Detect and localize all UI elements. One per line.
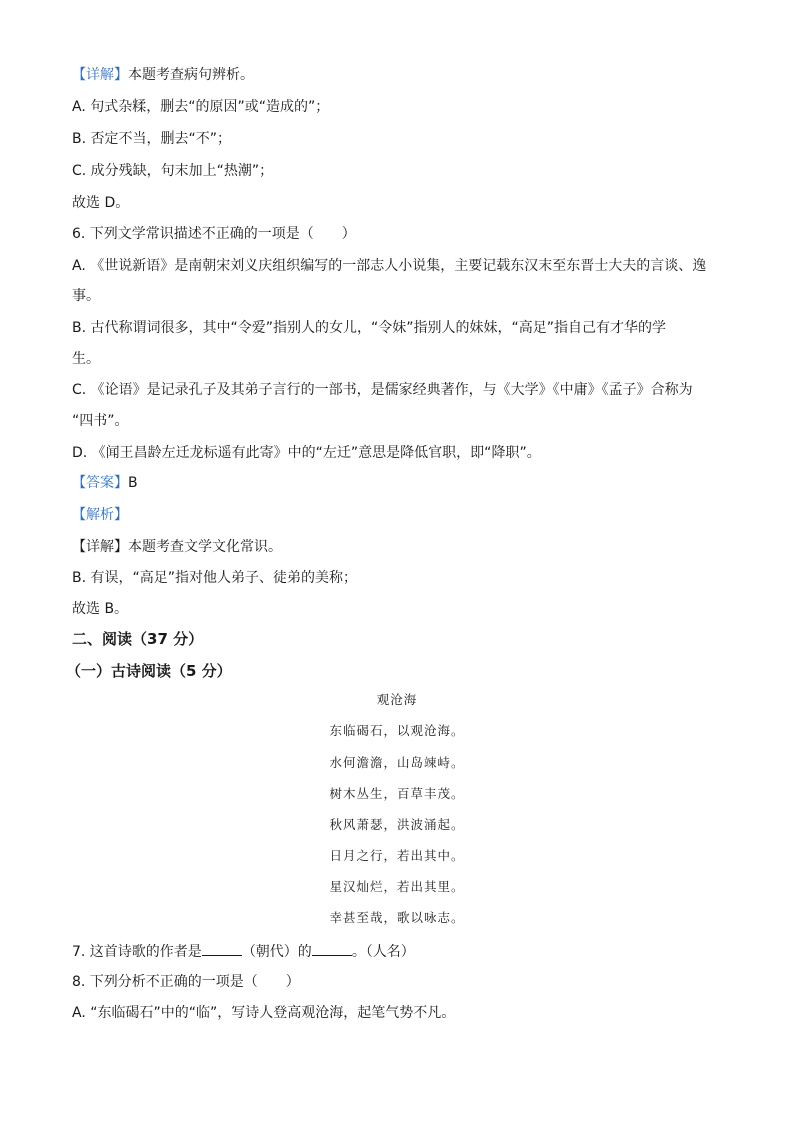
q6-option-a-line2: 事。 [72,288,100,304]
dynasty-blank[interactable] [202,941,242,956]
poem-line: 东临碣石，以观沧海。 [329,723,465,738]
q6-option-a-line1: A. 《世说新语》是南朝宋刘义庆组织编写的一部志人小说集，主要记载东汉末至东晋士大夫的言谈、逸 [72,258,707,274]
q5-choose: 故选 D。 [72,195,130,211]
q6-option-c-line2: “四书”。 [72,413,129,429]
answer-value: B [128,475,138,491]
q6-stem: 6. 下列文学常识描述不正确的一项是（ ） [72,226,356,242]
detail-tag: 【详解】 [72,539,128,555]
q6-answer [72,473,138,493]
q6-analysis-tag: 【解析】 [72,507,128,523]
q6-option-b-line1: B. 古代称谓词很多，其中“令爱”指别人的女儿，“令妹”指别人的妹妹，“高足”指自己有才华的学 [72,320,667,336]
q5-option-b-note: B. 否定不当，删去“不”； [72,131,232,147]
poem-line: 树木丛生，百草丰茂。 [329,786,465,801]
q8-stem: 8. 下列分析不正确的一项是（ ） [72,974,300,990]
q5-option-a-note: A. 句式杂糅，删去“的原因”或“造成的”； [72,99,330,115]
detail-text: 本题考查文学文化常识。 [128,539,282,555]
q6-detail-line [72,537,282,557]
section-title: 二、阅读（37 分） [72,630,204,648]
poem-line: 秋风萧瑟，洪波涌起。 [329,817,465,832]
answer-tag: 【答案】 [72,475,128,491]
q5-option-c-note: C. 成分残缺，句末加上“热潮”； [72,163,274,179]
q7-middle: （朝代）的 [241,944,312,960]
detail-tag: 【详解】 [72,67,128,83]
q6-option-b-note: B. 有误，“高足”指对他人弟子、徒弟的美称； [72,570,358,586]
subsection-title: （一）古诗阅读（5 分） [66,662,232,680]
poem-title: 观沧海 [376,692,418,707]
poem-line: 星汉灿烂，若出其里。 [329,879,465,894]
author-blank[interactable] [312,941,352,956]
poem-line: 幸甚至哉，歌以咏志。 [329,910,465,925]
detail-text: 本题考查病句辨析。 [128,67,254,83]
poem-line: 水何澹澹，山岛竦峙。 [329,755,465,770]
q6-choose: 故选 B。 [72,601,129,617]
q7-prefix: 7. 这首诗歌的作者是 [72,944,202,960]
q7-suffix: 。（人名） [351,944,415,960]
poem-line: 日月之行，若出其中。 [329,848,465,863]
q8-option-a: A. “东临碣石”中的“临”，写诗人登高观沧海，起笔气势不凡。 [72,1005,456,1021]
q7-stem [72,941,415,962]
q6-option-d: D. 《闻王昌龄左迁龙标遥有此寄》中的“左迁”意思是降低官职，即“降职”。 [72,445,541,461]
q6-option-c-line1: C. 《论语》是记录孔子及其弟子言行的一部书，是儒家经典著作，与《大学》《中庸》《孟子》合称为 [72,382,693,398]
detail-line-q5 [72,65,254,85]
q6-option-b-line2: 生。 [72,351,100,367]
